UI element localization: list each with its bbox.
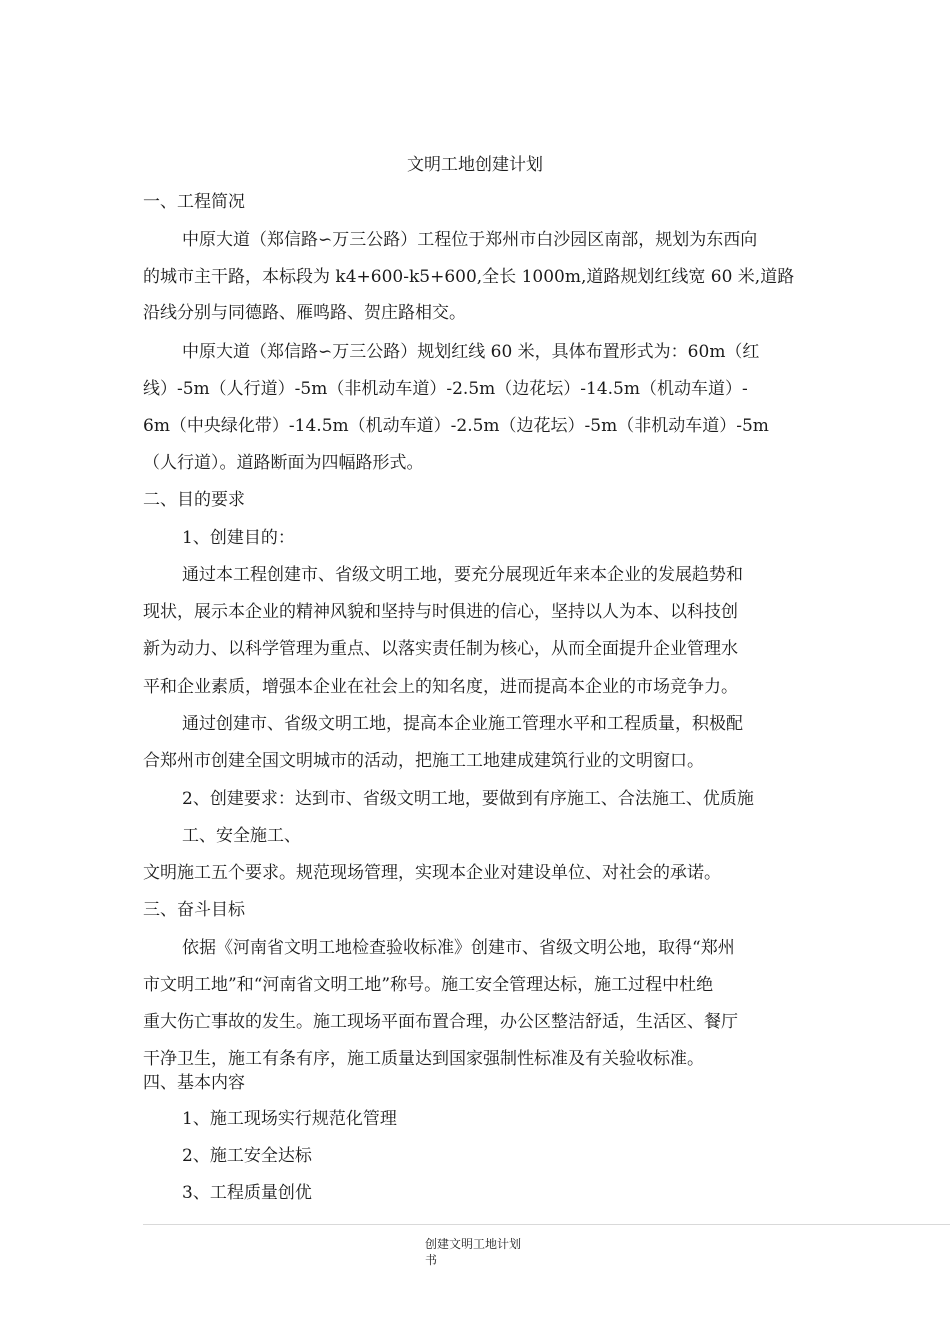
paragraph-line: 的城市主干路，本标段为 k4+600-k5+600,全长 1000m,道路规划红线宽 60 米,道路 [143,267,795,287]
paragraph-line: 6m（中央绿化带）-14.5m（机动车道）-2.5m（边花坛）-5m（非机动车道）-5m [143,416,769,436]
paragraph-line: 中原大道（郑信路∽万三公路）工程位于郑州市白沙园区南部，规划为东西向 [182,230,758,250]
document-title: 文明工地创建计划 [407,155,543,175]
paragraph-line: 合郑州市创建全国文明城市的活动，把施工工地建成建筑行业的文明窗口。 [143,751,704,771]
list-item: 1、施工现场实行规范化管理 [182,1109,397,1129]
section-heading-contents: 四、基本内容 [143,1073,245,1093]
paragraph-line: 通过本工程创建市、省级文明工地，要充分展现近年来本企业的发展趋势和 [182,565,743,585]
paragraph-line: 中原大道（郑信路∽万三公路）规划红线 60 米，具体布置形式为：60m（红 [182,342,760,362]
paragraph-line: 市文明工地”和“河南省文明工地”称号。施工安全管理达标，施工过程中杜绝 [143,975,714,995]
paragraph-line: 通过创建市、省级文明工地，提高本企业施工管理水平和工程质量，积极配 [182,714,743,734]
page-footer [425,1236,555,1268]
paragraph-line: 依据《河南省文明工地检查验收标准》创建市、省级文明公地，取得“郑州 [182,938,735,958]
list-item: 3、工程质量创优 [182,1183,312,1203]
paragraph-line: 线）-5m（人行道）-5m（非机动车道）-2.5m（边花坛）-14.5m（机动车道）- [143,379,748,399]
subheading-line: 1、创建目的： [182,528,295,548]
footer-divider [143,1224,950,1225]
paragraph-line: 2、创建要求：达到市、省级文明工地，要做到有序施工、合法施工、优质施 [182,789,754,809]
footer-line-2: 书 [425,1253,438,1267]
paragraph-line: 新为动力、以科学管理为重点、以落实责任制为核心，从而全面提升企业管理水 [143,639,738,659]
paragraph-line: 文明施工五个要求。规范现场管理，实现本企业对建设单位、对社会的承诺。 [143,863,721,883]
section-heading-purpose: 二、目的要求 [143,490,245,510]
paragraph-line: （人行道）。道路断面为四幅路形式。 [143,453,424,473]
paragraph-line: 干净卫生，施工有条有序，施工质量达到国家强制性标准及有关验收标准。 [143,1049,704,1069]
paragraph-line: 重大伤亡事故的发生。施工现场平面布置合理，办公区整洁舒适，生活区、餐厅 [143,1012,738,1032]
section-heading-goals: 三、奋斗目标 [143,900,245,920]
paragraph-line: 现状，展示本企业的精神风貌和坚持与时俱进的信心，坚持以人为本、以科技创 [143,602,738,622]
paragraph-line: 工、安全施工、 [182,826,301,846]
footer-line-1: 创建文明工地计划 [425,1237,522,1251]
section-heading-overview: 一、工程简况 [143,192,245,212]
paragraph-line: 平和企业素质，增强本企业在社会上的知名度，进而提高本企业的市场竞争力。 [143,677,738,697]
paragraph-line: 沿线分别与同德路、雁鸣路、贺庄路相交。 [143,303,466,323]
list-item: 2、施工安全达标 [182,1146,312,1166]
